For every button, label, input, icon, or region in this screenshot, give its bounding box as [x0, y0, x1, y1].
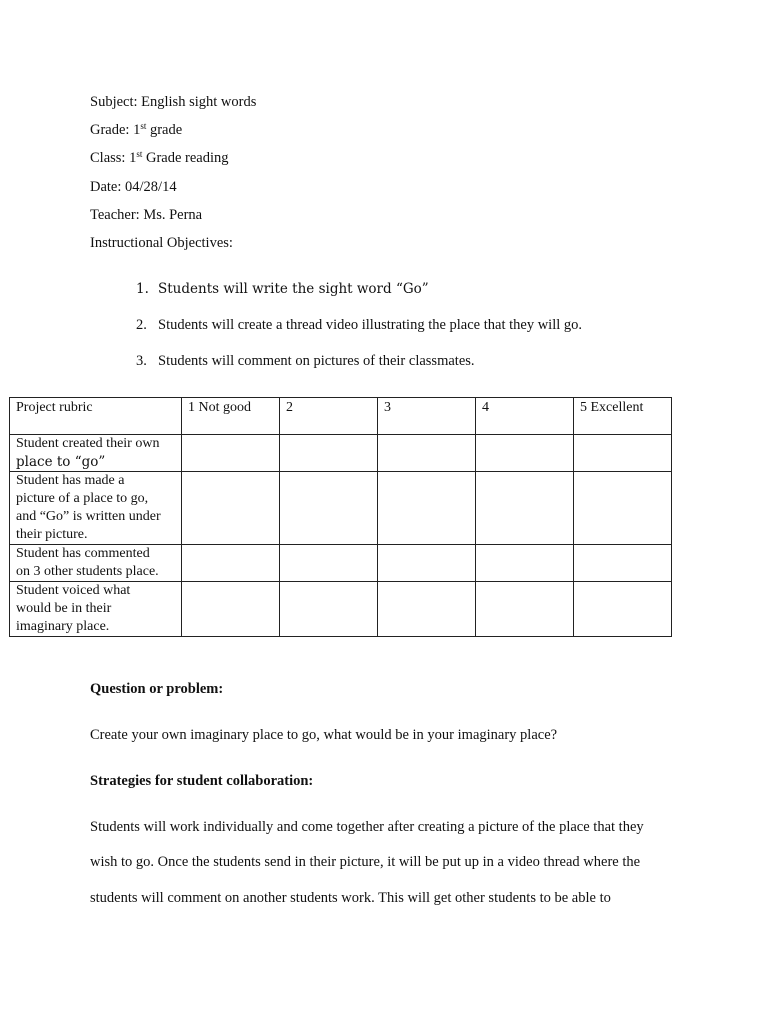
- class-line: [90, 149, 229, 167]
- rubric-score-cell: [182, 582, 280, 637]
- criterion-line: and “Go” is written under: [16, 509, 161, 524]
- strategies-line: students will comment on another students work. This will get other students to be able to: [90, 890, 611, 906]
- objective-item-2: [136, 316, 582, 334]
- rubric-score-cell: [280, 582, 378, 637]
- rubric-score-cell: [182, 545, 280, 582]
- rubric-criterion-cell: [10, 545, 182, 582]
- criterion-line: imaginary place.: [16, 619, 110, 634]
- rubric-header-cell: 3: [378, 398, 476, 435]
- rubric-score-cell: [182, 472, 280, 545]
- rubric-score-cell: [476, 545, 574, 582]
- rubric-score-cell: [574, 435, 672, 472]
- rubric-score-cell: [378, 472, 476, 545]
- rubric-row: [10, 472, 672, 545]
- rubric-score-cell: [476, 582, 574, 637]
- rubric-score-cell: [378, 582, 476, 637]
- date-line: Date: 04/28/14: [90, 179, 177, 195]
- rubric-score-cell: [280, 472, 378, 545]
- criterion-line: Student has made a: [16, 473, 125, 488]
- rubric-header-row: [10, 398, 672, 435]
- objective-number: 3.: [136, 353, 147, 369]
- grade-line: [90, 121, 182, 139]
- objective-text: Students will write the sight word “Go”: [158, 281, 429, 297]
- grade-suffix: grade: [146, 122, 183, 138]
- objective-text: Students will create a thread video illustrating the place that they will go.: [158, 317, 583, 333]
- objective-number: 2.: [136, 317, 147, 333]
- rubric-score-cell: [476, 472, 574, 545]
- rubric-score-cell: [574, 582, 672, 637]
- criterion-line: on 3 other students place.: [16, 564, 159, 579]
- strategies-line: Students will work individually and come together after creating a picture of the place that they: [90, 819, 644, 835]
- rubric-table: [9, 397, 672, 637]
- rubric-criterion-cell: [10, 435, 182, 472]
- rubric-row: [10, 435, 672, 472]
- rubric-score-cell: [182, 435, 280, 472]
- criterion-line: place to “go”: [16, 454, 106, 470]
- grade-prefix: Grade: 1: [90, 122, 141, 138]
- criterion-line: Student created their own: [16, 436, 160, 451]
- grade-superscript: st: [140, 121, 147, 131]
- subject-line: Subject: English sight words: [90, 94, 257, 110]
- objective-number: 1.: [136, 281, 149, 297]
- objective-item-3: [136, 352, 475, 370]
- rubric-score-cell: [280, 435, 378, 472]
- strategies-heading: Strategies for student collaboration:: [90, 773, 314, 789]
- question-heading: Question or problem:: [90, 681, 224, 697]
- class-prefix: Class: 1: [90, 150, 137, 166]
- rubric-score-cell: [378, 545, 476, 582]
- criterion-line: their picture.: [16, 527, 88, 542]
- criterion-line: Student has commented: [16, 546, 150, 561]
- rubric-header-cell: 1 Not good: [182, 398, 280, 435]
- rubric-header-cell: 2: [280, 398, 378, 435]
- rubric-score-cell: [574, 472, 672, 545]
- objective-item-1: [136, 280, 429, 298]
- criterion-line: would be in their: [16, 601, 112, 616]
- class-suffix: Grade reading: [142, 150, 229, 166]
- rubric-row: [10, 545, 672, 582]
- rubric-score-cell: [280, 545, 378, 582]
- rubric-score-cell: [378, 435, 476, 472]
- rubric-row: [10, 582, 672, 637]
- rubric-header-cell: 5 Excellent: [574, 398, 672, 435]
- criterion-line: Student voiced what: [16, 583, 131, 598]
- class-superscript: st: [136, 149, 143, 159]
- rubric-criterion-cell: [10, 472, 182, 545]
- rubric-header-cell: Project rubric: [10, 398, 182, 435]
- question-text: Create your own imaginary place to go, what would be in your imaginary place?: [90, 727, 558, 743]
- strategies-line: wish to go. Once the students send in their picture, it will be put up in a video thread where the: [90, 854, 641, 870]
- rubric-criterion-cell: [10, 582, 182, 637]
- criterion-line: picture of a place to go,: [16, 491, 149, 506]
- rubric-score-cell: [574, 545, 672, 582]
- objective-text: Students will comment on pictures of their classmates.: [158, 353, 475, 369]
- rubric-score-cell: [476, 435, 574, 472]
- teacher-line: Teacher: Ms. Perna: [90, 207, 203, 223]
- rubric-header-cell: 4: [476, 398, 574, 435]
- objectives-label: Instructional Objectives:: [90, 235, 233, 251]
